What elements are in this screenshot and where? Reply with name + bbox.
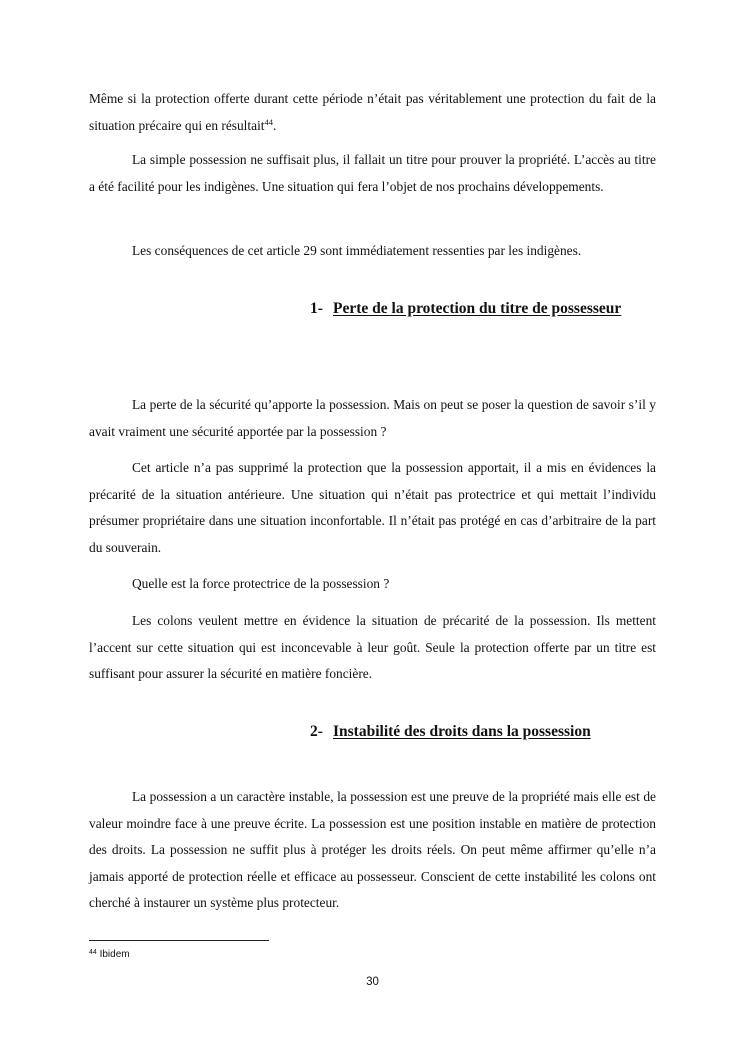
section-heading-2-number: 2- — [310, 723, 323, 740]
footnote-number: 44 — [89, 949, 97, 956]
paragraph-1-end: . — [273, 117, 277, 133]
paragraph-4: La perte de la sécurité qu’apporte la possession. Mais on peut se poser la question de savoir s’il y avait vraiment une sécurité apportée par la possession ? — [89, 397, 656, 439]
footnote-reference[interactable]: 44 — [264, 116, 274, 127]
paragraph-6: Quelle est la force protectrice de la possession ? — [132, 576, 390, 591]
section-heading-2 — [310, 718, 640, 746]
section-heading-1-title: Perte de la protection du titre de possesseur — [333, 300, 622, 317]
section-heading-2-title: Instabilité des droits dans la possession — [333, 723, 591, 740]
footnote-text: Ibidem — [96, 949, 130, 960]
section-heading-1-number: 1- — [310, 300, 323, 317]
footnote — [89, 948, 130, 962]
paragraph-1-text: Même si la protection offerte durant cette période n’était pas véritablement une protection du fait de la situation précaire qui en résultait — [89, 91, 656, 133]
paragraph-2: La simple possession ne suffisait plus, il fallait un titre pour prouver la propriété. L’accès au titre a été facilité pour les indigènes. Une situation qui fera l’objet de nos prochains développements. — [89, 152, 656, 194]
footnote-divider — [89, 940, 269, 941]
paragraph-1 — [89, 86, 656, 139]
section-heading-1 — [310, 295, 640, 323]
paragraph-7: Les colons veulent mettre en évidence la situation de précarité de la possession. Ils mettent l’accent sur cette situation qui est inconcevable à leur goût. Seule la protection offerte par un titre est suffisant pour assurer la sécurité en matière foncière. — [89, 613, 656, 681]
paragraph-8: La possession a un caractère instable, la possession est une preuve de la propriété mais elle est de valeur moindre face à une preuve écrite. La possession est une position instable en matière de protection des droits. La possession ne suffit plus à protéger les droits réels. On peut même affirmer qu’elle n’a jamais apporté de protection réelle et efficace au possesseur. Conscient de cette instabilité les colons ont cherché à instaurer un système plus protecteur. — [89, 789, 656, 910]
page-number: 30 — [366, 976, 379, 988]
paragraph-5: Cet article n’a pas supprimé la protection que la possession apportait, il a mis en évidences la précarité de la situation antérieure. Une situation qui n’était pas protectrice et qui mettait l’individu présumer propriétaire dans une situation inconfortable. Il n’était pas protégé en cas d’arbitraire de la part du souverain. — [89, 460, 656, 555]
paragraph-3: Les conséquences de cet article 29 sont immédiatement ressenties par les indigènes. — [132, 243, 582, 258]
